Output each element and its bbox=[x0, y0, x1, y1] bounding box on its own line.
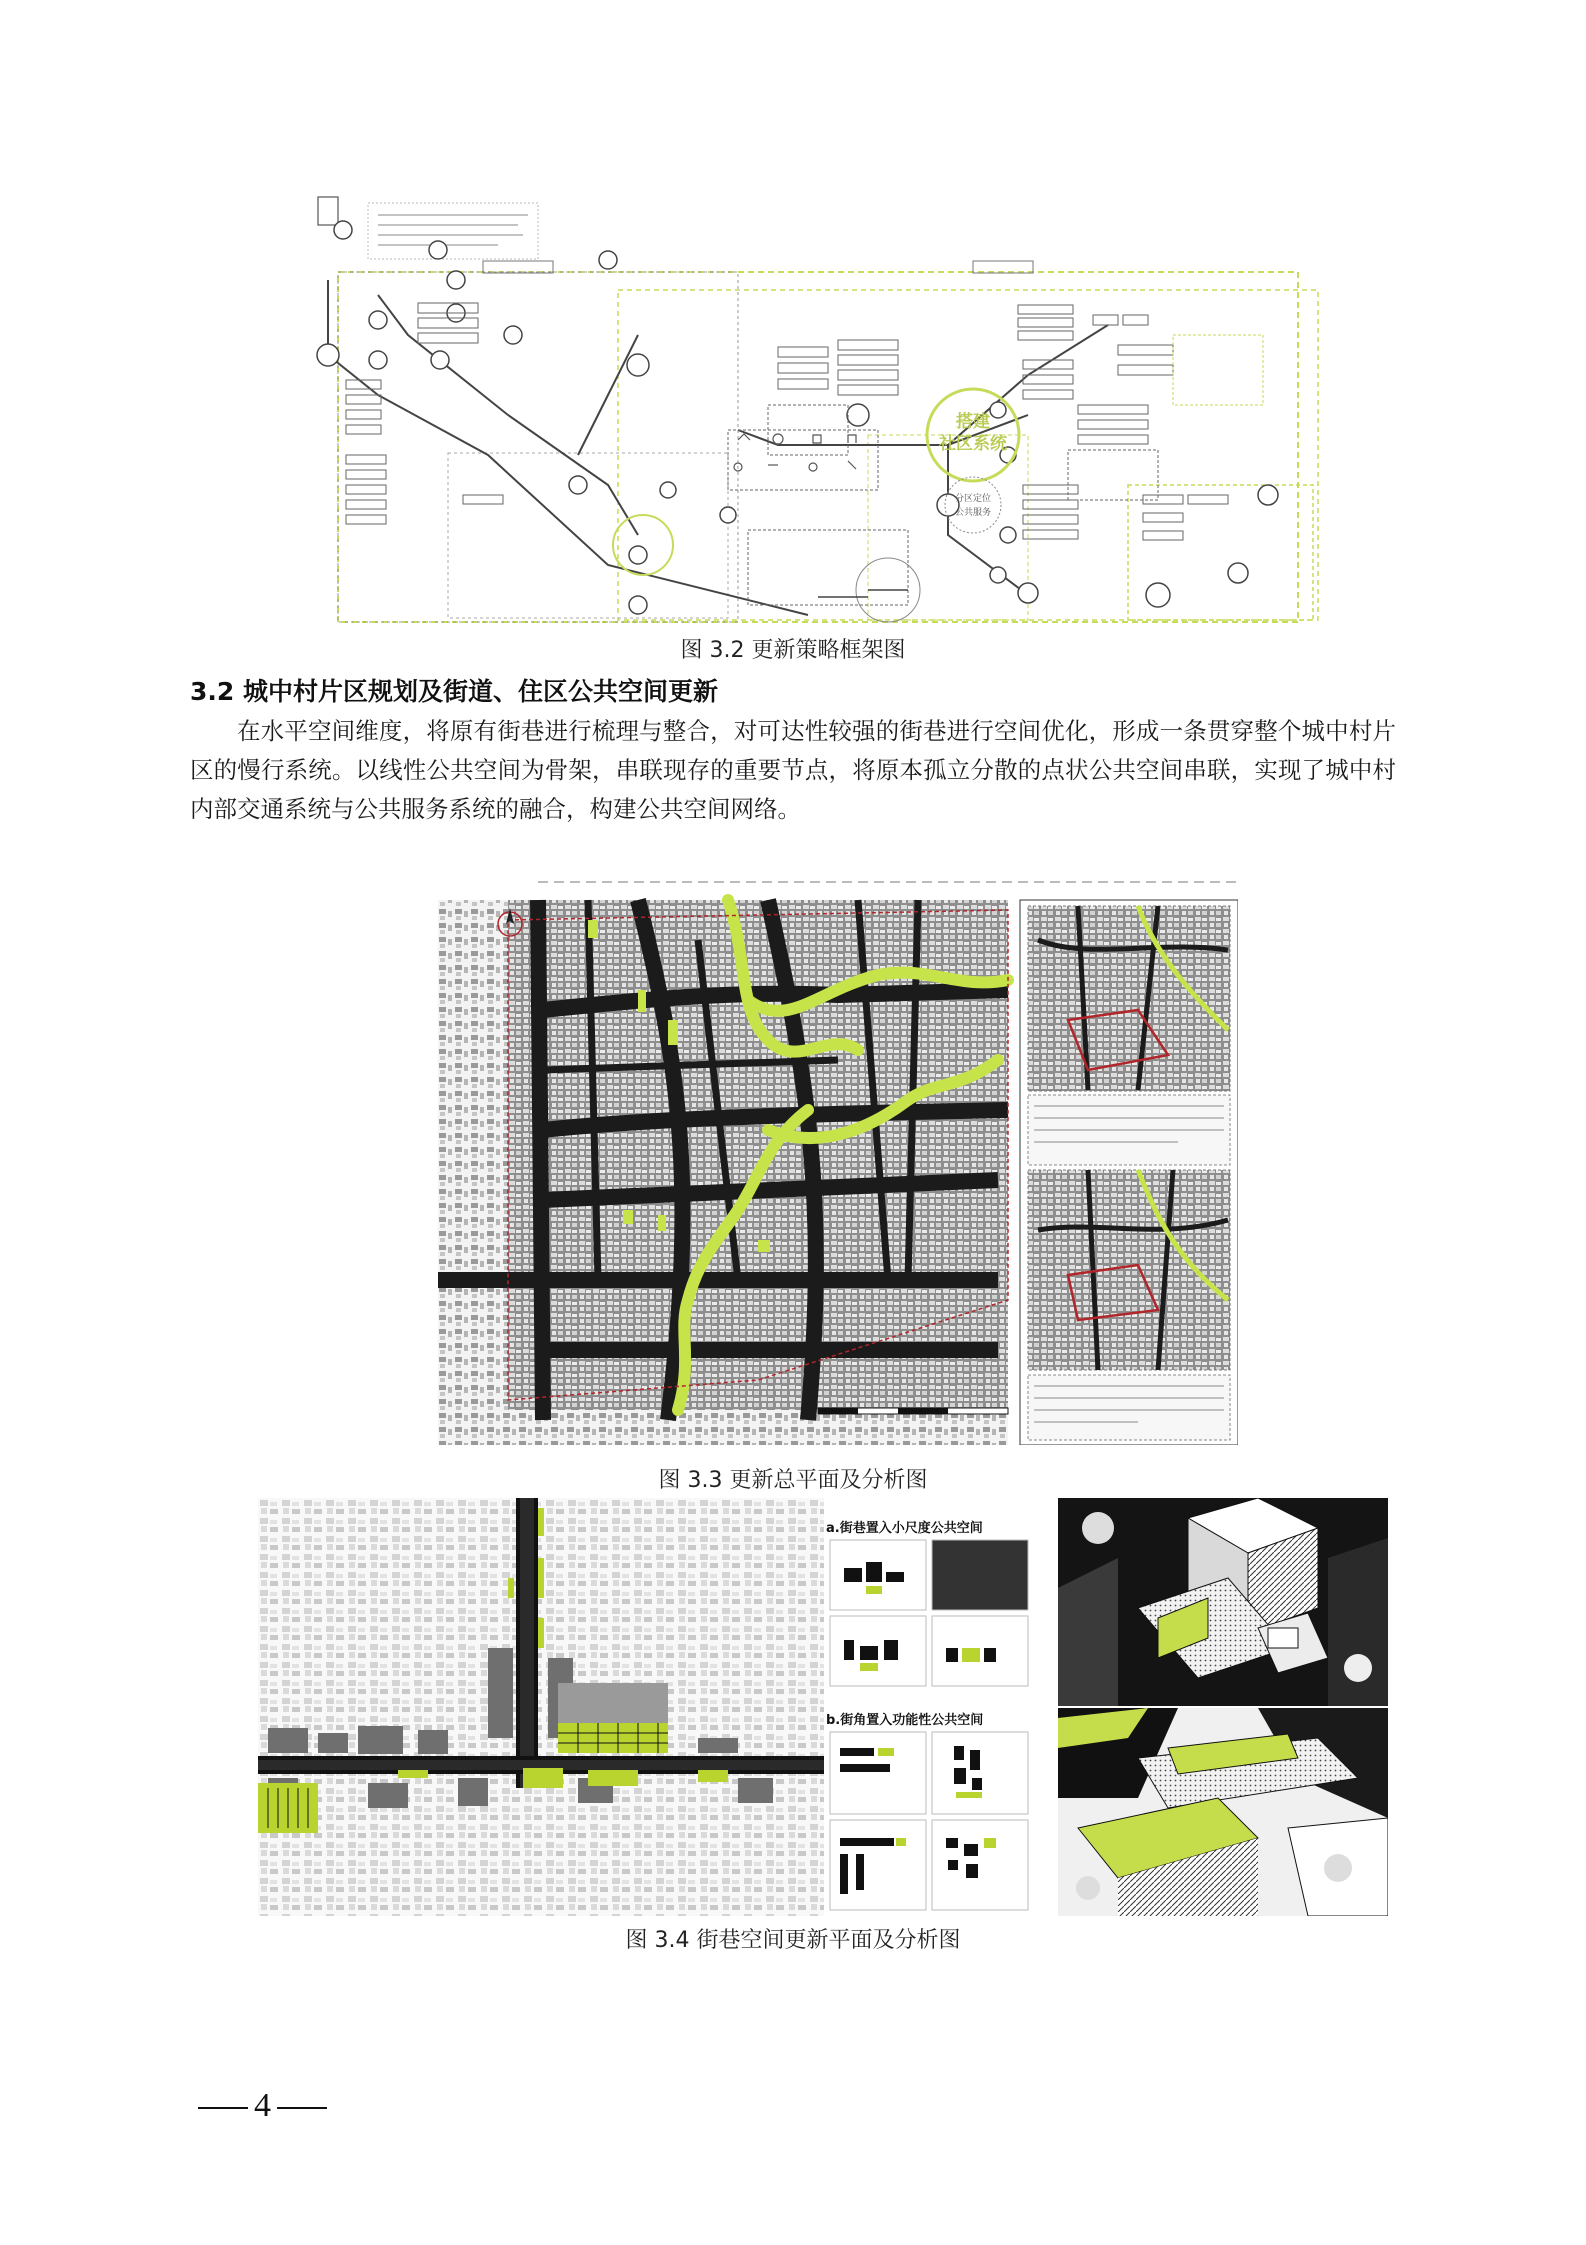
strategy-framework-diagram bbox=[308, 195, 1328, 627]
axonometric-graphic bbox=[1058, 1498, 1388, 1916]
panel-b-title: b.街角置入功能性公共空间 bbox=[826, 1713, 984, 1728]
street-diagram-graphic bbox=[824, 1498, 1032, 1916]
figure-3-3-caption: 图 3.3 更新总平面及分析图 bbox=[658, 1468, 928, 1493]
body-paragraph: 在水平空间维度，将原有街巷进行梳理与整合，对可达性较强的街巷进行空间优化，形成一条贯穿整个城中村片区的慢行系统。以线性公共空间为骨架，串联现存的重要节点，将原本孤立分散的点状公共空间串联，实现了城中村内部交通系统与公共服务系统的融合，构建公共空间网络。 bbox=[190, 717, 1396, 823]
page-number-dash-left bbox=[198, 2107, 248, 2109]
page-number bbox=[192, 2087, 333, 2125]
framework-center-label-2: 社区系统 bbox=[939, 434, 1007, 454]
framework-diagram-graphic bbox=[308, 195, 1328, 627]
street-axonometric-views bbox=[1058, 1498, 1388, 1916]
street-analysis-diagrams bbox=[824, 1498, 1032, 1916]
panel-a-title: a.街巷置入小尺度公共空间 bbox=[826, 1521, 983, 1536]
page-number-value: 4 bbox=[254, 2087, 271, 2124]
street-plan-graphic bbox=[258, 1498, 826, 1916]
figure-3-2-caption: 图 3.2 更新策略框架图 bbox=[680, 638, 906, 663]
master-plan-graphic bbox=[438, 880, 1238, 1445]
framework-center-label-1: 搭建 bbox=[956, 412, 990, 432]
framework-side-label-2: 公共服务 bbox=[954, 508, 992, 518]
figure-3-4-caption: 图 3.4 街巷空间更新平面及分析图 bbox=[625, 1928, 961, 1953]
page-number-dash-right bbox=[277, 2107, 327, 2109]
master-plan-figure bbox=[438, 880, 1238, 1445]
section-heading: 3.2 城中村片区规划及街道、住区公共空间更新 bbox=[190, 677, 718, 706]
street-renewal-plan bbox=[258, 1498, 826, 1916]
framework-side-label-1: 分区定位 bbox=[954, 494, 992, 504]
